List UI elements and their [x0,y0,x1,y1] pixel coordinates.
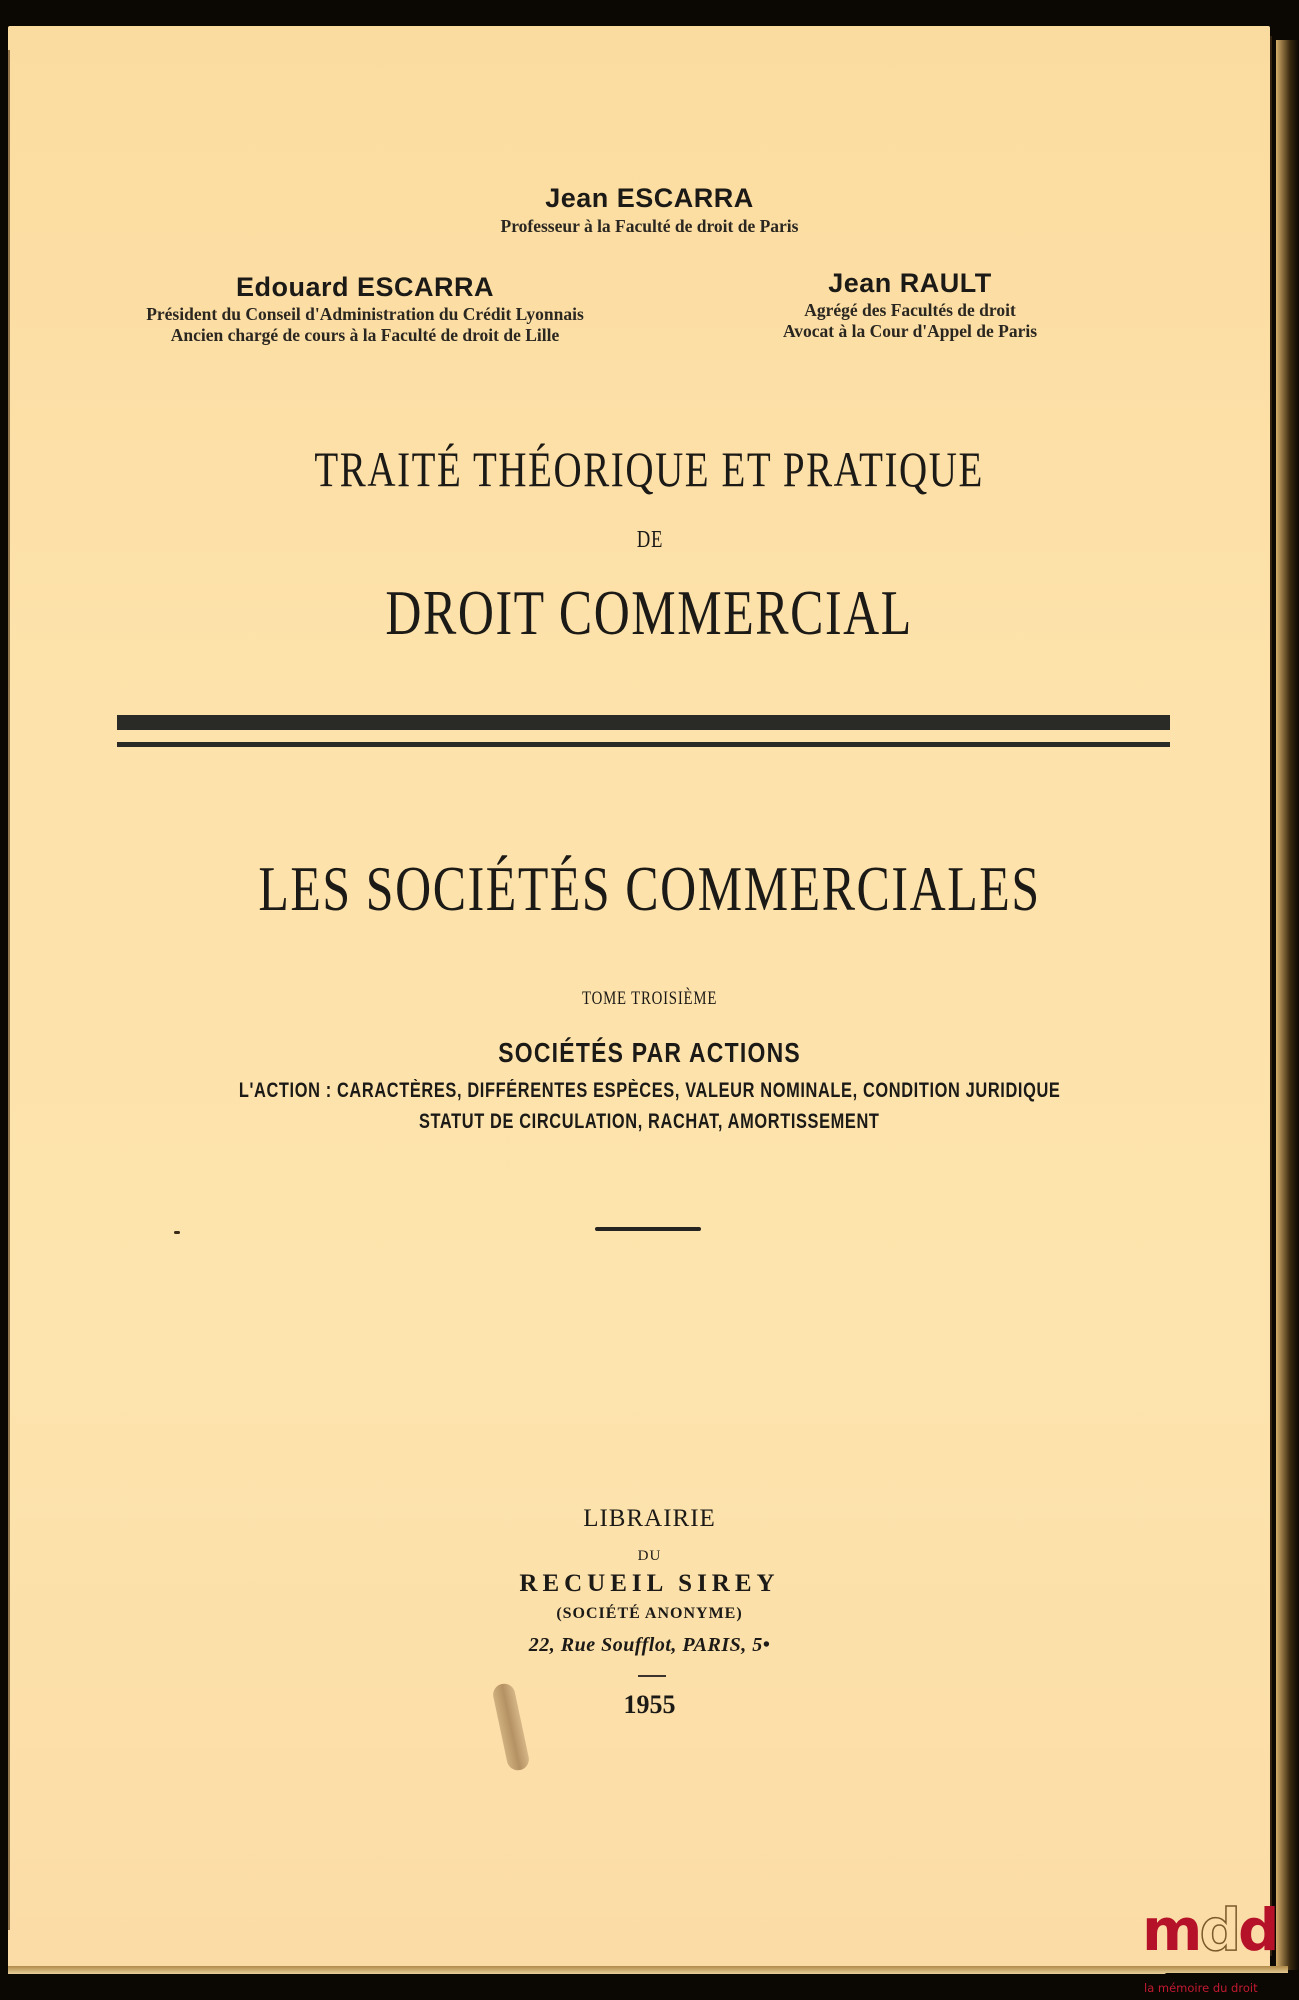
description-line-1: L'ACTION : CARACTÈRES, DIFFÉRENTES ESPÈCES, VALEUR NOMINALE, CONDITION JURIDIQUE [238,1079,1061,1102]
primary-author [0,183,1299,237]
publisher-line2: DU [637,1548,662,1564]
coauthor-right-affiliation-2: Avocat à la Cour d'Appel de Paris [782,321,1038,341]
ornamental-rule [595,1227,701,1231]
mdd-logo-tagline: la mémoire du droit [1144,1981,1258,1995]
coauthor-right [730,268,1090,342]
double-rule-thin [117,742,1170,747]
description-line-2: STATUT DE CIRCULATION, RACHAT, AMORTISSEMENT [419,1110,880,1133]
coauthor-left-name: Edouard ESCARRA [235,272,494,302]
publication-year: 1955 [623,1690,676,1719]
coauthor-left-affiliation-2: Ancien chargé de cours à la Faculté de droit de Lille [170,325,560,345]
paper-speck [174,1231,180,1234]
volume-label: TOME TROISIÈME [581,988,718,1009]
coauthor-left [80,272,650,346]
volume-subtitle: SOCIÉTÉS PAR ACTIONS [498,1037,801,1068]
work-title: LES SOCIÉTÉS COMMERCIALES [258,853,1041,924]
publisher-type: (SOCIÉTÉ ANONYME) [556,1605,743,1622]
year-separator [638,1675,666,1677]
coauthor-right-affiliation-1: Agrégé des Facultés de droit [804,300,1016,320]
treatise-title-line1: TRAITÉ THÉORIQUE ET PRATIQUE [314,441,985,497]
coauthor-right-name: Jean RAULT [828,268,992,298]
mdd-logo [1140,1895,1299,2000]
double-rule-thick [117,715,1170,730]
publisher-address: 22, Rue Soufflot, PARIS, 5• [528,1634,771,1656]
mdd-logo-mark: mdd [1142,1896,1277,1964]
primary-author-affiliation: Professeur à la Faculté de droit de Paris [500,216,799,236]
treatise-title-line2: DROIT COMMERCIAL [385,577,914,648]
coauthor-left-affiliation-1: Président du Conseil d'Administration du Crédit Lyonnais [146,304,584,324]
mdd-logo-bar [1164,1973,1294,1979]
volume-description [0,1075,1299,1137]
treatise-title-connector: DE [636,527,663,553]
publisher-name: RECUEIL SIREY [519,1570,780,1597]
primary-author-name: Jean ESCARRA [545,183,754,213]
publisher-line1: LIBRAIRIE [583,1505,716,1532]
page-bottom-edge [8,1966,1288,1974]
